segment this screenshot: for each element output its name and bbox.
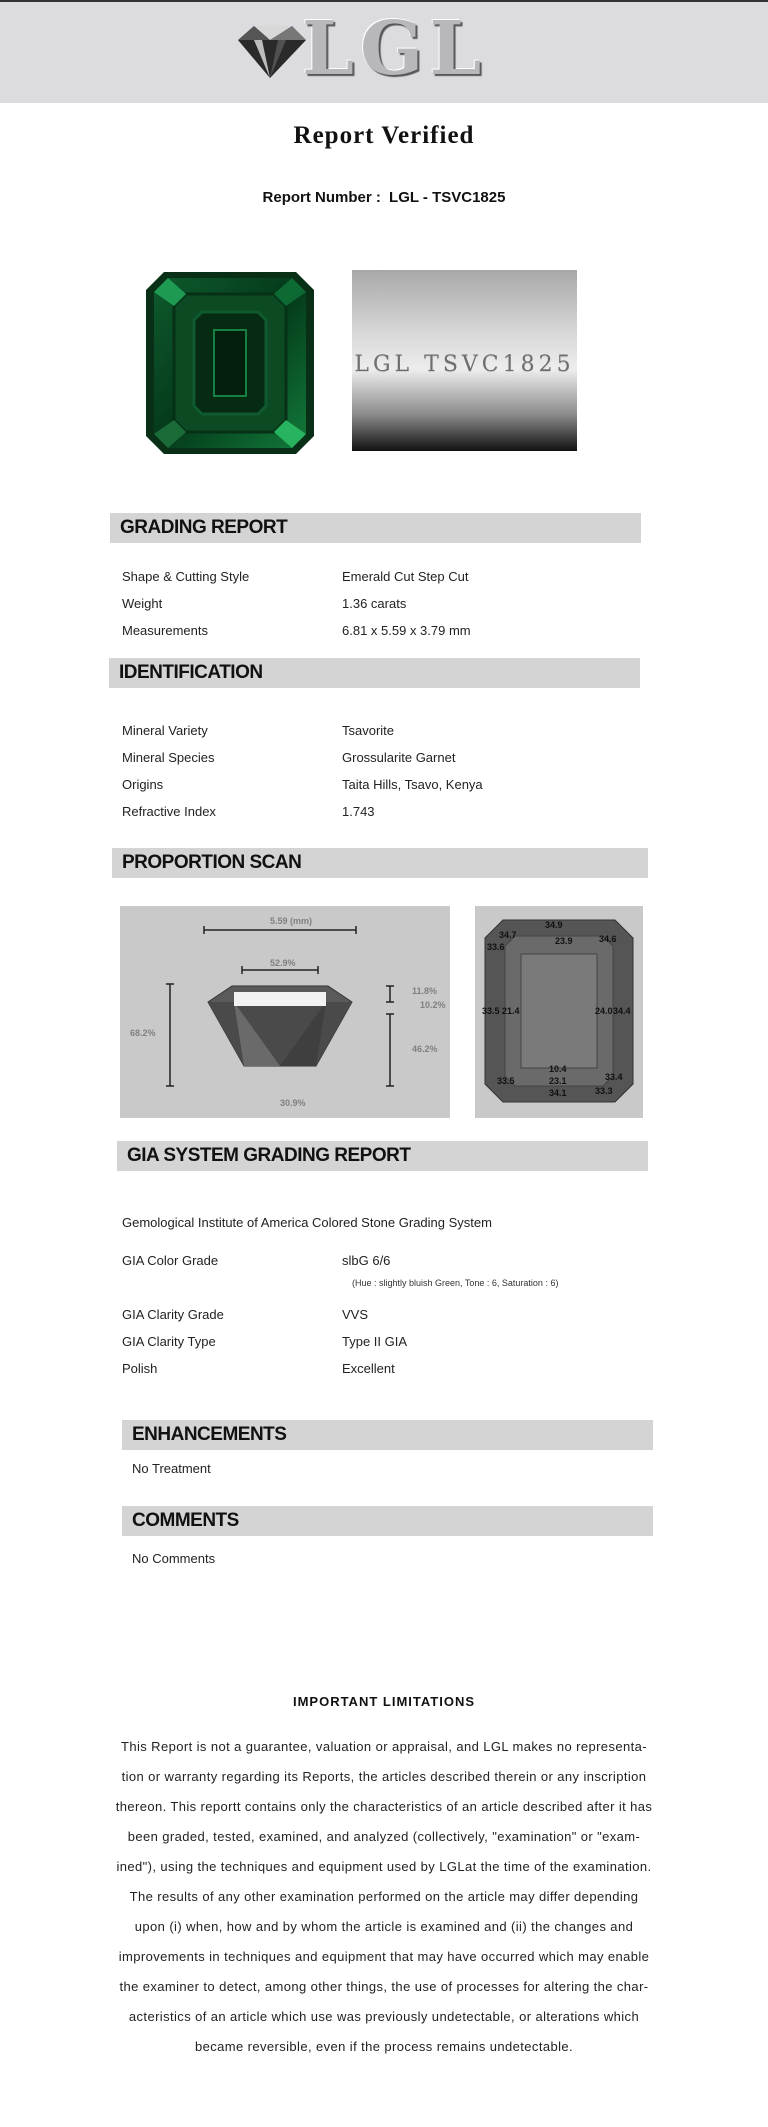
gem-photo <box>134 268 325 459</box>
grading-row <box>122 623 622 639</box>
row-value: VVS <box>342 1307 369 1322</box>
facet-value: 21.4 <box>502 1006 520 1016</box>
row-value: Excellent <box>342 1361 395 1376</box>
limitations-line: tion or warranty regarding its Reports, the articles described therein or any inscription <box>121 1769 647 1784</box>
gia-heading: GIA SYSTEM GRADING REPORT <box>117 1141 648 1171</box>
row-label: Refractive Index <box>122 804 216 819</box>
row-value: Emerald Cut Step Cut <box>342 569 469 584</box>
identification-row <box>122 804 622 820</box>
limitations-line: the examiner to detect, among other things, the use of processes for altering the char- <box>119 1979 649 1994</box>
row-value: 6.81 x 5.59 x 3.79 mm <box>342 623 471 638</box>
limitations-heading: IMPORTANT LIMITATIONS <box>292 1694 476 1709</box>
limitations-line: upon (i) when, how and by whom the article is examined and (ii) the changes and <box>134 1919 634 1934</box>
side-profile-drawing <box>120 906 450 1118</box>
row-label: Origins <box>122 777 164 792</box>
row-label: Weight <box>122 596 163 611</box>
facet-value: 23.9 <box>555 936 573 946</box>
facet-value: 34.4 <box>613 1006 631 1016</box>
grading-report-heading: GRADING REPORT <box>110 513 641 543</box>
logo-text: LGL <box>302 6 488 92</box>
facet-value: 34.1 <box>549 1088 567 1098</box>
report-number-value: LGL - TSVC1825 <box>389 189 506 206</box>
gia-row <box>122 1334 622 1350</box>
pavilion-label: 46.2% <box>412 1044 438 1054</box>
lgl-logo[interactable] <box>230 6 490 94</box>
row-value: Tsavorite <box>342 723 395 738</box>
row-value: 1.743 <box>342 804 375 819</box>
facet-value: 34.7 <box>499 930 517 940</box>
color-grade-note: (Hue : slightly bluish Green, Tone : 6, Saturation : 6) <box>352 1278 559 1288</box>
identification-heading: IDENTIFICATION <box>109 658 640 688</box>
row-value: slbG 6/6 <box>342 1253 391 1268</box>
enhancements-heading: ENHANCEMENTS <box>122 1420 653 1450</box>
row-label: Mineral Species <box>122 750 215 765</box>
limitations-line: improvements in techniques and equipment that may have occurred which may enable <box>118 1949 650 1964</box>
limitations-line: became reversible, even if the process remains undetectable. <box>194 2039 574 2054</box>
facet-value: 10.4 <box>549 1064 567 1074</box>
limitations-line: acteristics of an article which use was previously undetectable, or alterations which <box>128 2009 640 2024</box>
grading-row <box>122 596 622 612</box>
grading-row <box>122 569 622 585</box>
facet-value: 33.4 <box>605 1072 623 1082</box>
header-banner <box>0 2 768 103</box>
diamond-icon <box>232 22 308 82</box>
identification-row <box>122 723 622 739</box>
limitations-text <box>112 1732 656 2062</box>
row-label: GIA Clarity Type <box>122 1334 216 1349</box>
row-value: Type II GIA <box>342 1334 408 1349</box>
row-label: Mineral Variety <box>122 723 208 738</box>
culet-label: 30.9% <box>280 1098 306 1108</box>
row-label: GIA Color Grade <box>122 1253 219 1268</box>
crown-label: 11.8% <box>412 986 438 996</box>
width-label: 5.59 (mm) <box>270 916 313 926</box>
proportion-scan-heading: PROPORTION SCAN <box>112 848 648 878</box>
inscription-text: LGL TSVC1825 <box>354 352 575 377</box>
gia-subtitle: Gemological Institute of America Colored Stone Grading System <box>122 1215 492 1230</box>
row-label: GIA Clarity Grade <box>122 1307 224 1322</box>
facet-value: 33.5 <box>482 1006 500 1016</box>
table-label: 52.9% <box>270 958 296 968</box>
row-value: 1.36 carats <box>342 596 407 611</box>
facet-value: 34.6 <box>599 934 617 944</box>
limitations-line: This Report is not a guarantee, valuation or appraisal, and LGL makes no representa- <box>121 1739 647 1754</box>
facet-value: 33.3 <box>595 1086 613 1096</box>
page-title: Report Verified <box>293 122 475 149</box>
side-profile-diagram <box>120 906 450 1118</box>
gia-row <box>122 1253 622 1269</box>
crown-angle-label: 10.2% <box>420 1000 446 1010</box>
gia-row <box>122 1361 622 1377</box>
identification-row <box>122 750 622 766</box>
facet-value: 34.9 <box>545 920 563 930</box>
emerald-cut-gem-image <box>134 268 325 459</box>
limitations-line: thereon. This reportt contains only the characteristics of an article described after it has <box>115 1799 653 1814</box>
report-number-label: Report Number : <box>262 189 381 206</box>
gia-row <box>122 1307 622 1323</box>
row-label: Measurements <box>122 623 208 638</box>
row-label: Polish <box>122 1361 158 1376</box>
enhancements-text: No Treatment <box>132 1461 211 1476</box>
facet-value: 24.0 <box>595 1006 613 1016</box>
limitations-line: ined"), using the techniques and equipment used by LGLat the time of the examination. <box>116 1859 652 1874</box>
limitations-line: The results of any other examination performed on the article may differ depending <box>129 1889 639 1904</box>
limitations-line: been graded, tested, examined, and analyzed (collectively, "examination" or "exam- <box>127 1829 641 1844</box>
facet-value: 33.6 <box>487 942 505 952</box>
row-label: Shape & Cutting Style <box>122 569 250 584</box>
row-value: Grossularite Garnet <box>342 750 456 765</box>
inscription-photo <box>352 270 577 451</box>
facet-value: 23.1 <box>549 1076 567 1086</box>
identification-row <box>122 777 622 793</box>
top-view-diagram <box>475 906 643 1118</box>
comments-text: No Comments <box>132 1551 216 1566</box>
report-number <box>0 189 768 206</box>
comments-heading: COMMENTS <box>122 1506 653 1536</box>
row-value: Taita Hills, Tsavo, Kenya <box>342 777 483 792</box>
total-depth-label: 68.2% <box>130 1028 156 1038</box>
facet-value: 33.5 <box>497 1076 515 1086</box>
